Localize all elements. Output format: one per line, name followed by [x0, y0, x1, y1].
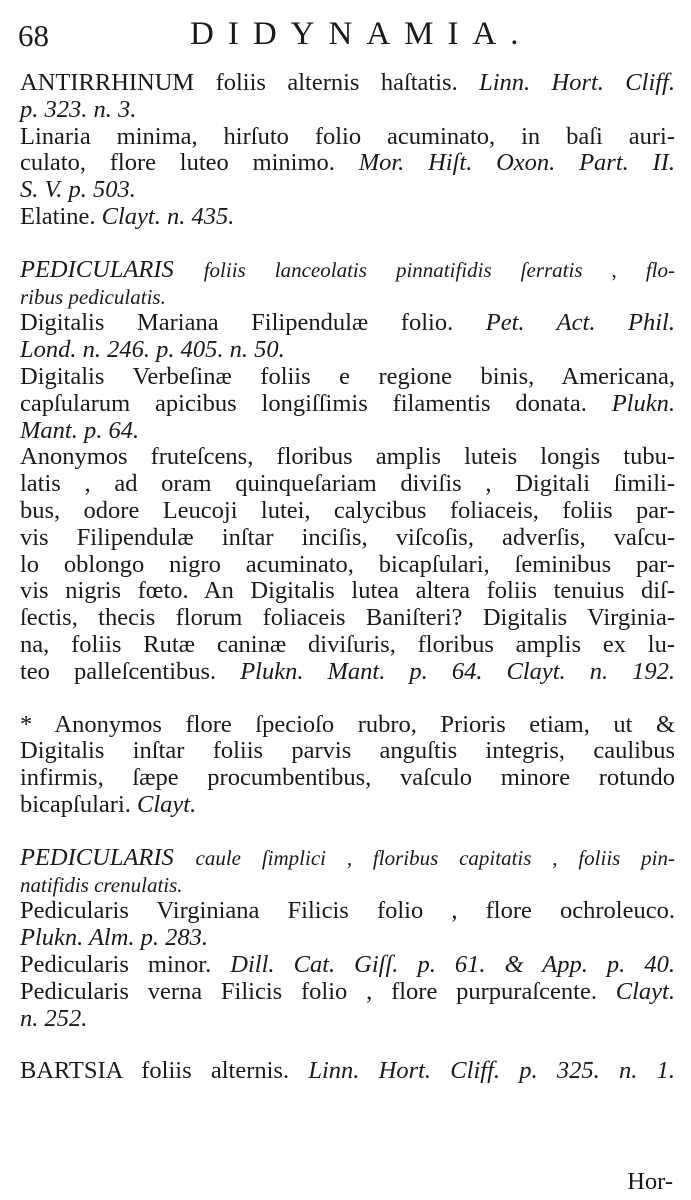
line-text: * Anonymos flore ſpecioſo rubro, Prioris etiam, ut &: [20, 710, 675, 738]
line-text: Pedicularis minor.: [20, 950, 212, 978]
line-text: Digitalis inſtar foliis parvis anguſtis integris, caulibus: [20, 737, 675, 765]
line-text: na, foliis Rutæ caninæ diviſuris, floribus amplis ex lu-: [20, 630, 675, 658]
botanical-entry: [20, 845, 675, 1033]
citation-text: Dill. Cat. Giſſ. p. 61. & App. p. 40.: [230, 950, 675, 978]
text-line: [20, 525, 675, 552]
text-line: [20, 552, 675, 579]
text-line: [20, 337, 675, 364]
text-line: [20, 898, 675, 925]
text-line: [20, 845, 675, 872]
line-text: vis nigris fœto. An Digitalis lutea altera foliis tenuius diſ-: [20, 577, 675, 605]
line-text: Pedicularis Virginiana Filicis folio , flore ochroleuco.: [20, 897, 675, 925]
catchword: Hor-: [627, 1168, 673, 1195]
botanical-entry: [20, 257, 675, 686]
text-line: [20, 97, 675, 124]
line-text: vis Filipendulæ inſtar inciſis, viſcoſis, adverſis, vaſcu-: [20, 523, 675, 551]
text-line: [20, 177, 675, 204]
text-line: [20, 418, 675, 445]
text-line: [20, 391, 675, 418]
citation-text: Lond. n. 246. p. 405. n. 50.: [20, 336, 285, 364]
text-line: [20, 605, 675, 632]
running-head: DIDYNAMIA.: [190, 16, 533, 52]
text-line: [20, 872, 675, 899]
text-line: [20, 310, 675, 337]
line-text: Pedicularis verna Filicis folio , flore purpuraſcente.: [20, 977, 597, 1005]
line-text: Elatine.: [20, 202, 96, 230]
text-line: [20, 792, 675, 819]
text-line: [20, 712, 675, 739]
text-line: [20, 444, 675, 471]
text-line: [20, 471, 675, 498]
text-line: [20, 257, 675, 284]
citation-text: Clayt.: [137, 790, 197, 818]
page-body: [20, 70, 675, 1111]
citation-text: Plukn.: [611, 389, 675, 417]
citation-text: n. 252.: [20, 1004, 88, 1032]
text-line: [20, 70, 675, 97]
botanical-entry: [20, 70, 675, 231]
text-line: [20, 578, 675, 605]
citation-text: Clayt. n. 435.: [101, 202, 235, 230]
botanical-entry: [20, 712, 675, 819]
text-line: [20, 498, 675, 525]
line-text: Digitalis Verbeſinæ foliis e regione binis, Americana,: [20, 362, 675, 390]
text-line: [20, 952, 675, 979]
text-line: [20, 659, 675, 686]
line-text: bicapſulari.: [20, 790, 131, 818]
citation-text: p. 323. n. 3.: [20, 95, 137, 123]
line-text: Anonymos fruteſcens, floribus amplis luteis longis tubu-: [20, 443, 675, 471]
citation-text: Pet. Act. Phil.: [485, 309, 675, 337]
page-header: [18, 14, 673, 60]
line-text: ſectis, thecis florum foliaceis Baniſteri? Digitalis Virginia-: [20, 604, 675, 632]
line-text: infirmis, ſæpe procumbentibus, vaſculo minore rotundo: [20, 764, 675, 792]
text-line: [20, 765, 675, 792]
line-text: bus, odore Leucoji lutei, calycibus foliaceis, foliis par-: [20, 496, 675, 524]
line-text: Digitalis Mariana Filipendulæ folio.: [20, 309, 454, 337]
genus-name: PEDICULARIS: [20, 843, 174, 871]
line-text: Linaria minima, hirſuto folio acuminato, in baſi auri-: [20, 122, 675, 150]
line-text: capſularum apicibus longiſſimis filamentis donata.: [20, 389, 587, 417]
citation-text: Mor. Hiſt. Oxon. Part. II.: [358, 149, 675, 177]
text-line: [20, 1058, 675, 1085]
citation-text: Mant. p. 64.: [20, 416, 140, 444]
text-line: [20, 284, 675, 311]
text-line: [20, 925, 675, 952]
line-text: lo oblongo nigro acuminato, bicapſulari, ſeminibus par-: [20, 550, 675, 578]
citation-text: Linn. Hort. Cliff. p. 325. n. 1.: [308, 1057, 675, 1085]
line-text: latis , ad oram quinqueſariam diviſis , Digitali ſimili-: [20, 470, 675, 498]
genus-name: PEDICULARIS: [20, 255, 174, 283]
text-line: [20, 738, 675, 765]
diagnosis-text: caule ſimplici , floribus capitatis , foliis pin-: [195, 845, 676, 870]
text-line: [20, 364, 675, 391]
citation-text: Clayt.: [615, 977, 675, 1005]
text-line: [20, 632, 675, 659]
diagnosis-text: natifidis crenulatis.: [20, 872, 183, 897]
citation-text: Linn. Hort. Cliff.: [479, 69, 675, 96]
line-text: culato, flore luteo minimo.: [20, 149, 335, 177]
line-text: ANTIRRHINUM foliis alternis haſtatis.: [20, 69, 458, 96]
text-line: [20, 979, 675, 1006]
citation-text: S. V. p. 503.: [20, 176, 136, 204]
diagnosis-text: ribus pediculatis.: [20, 284, 166, 309]
text-line: [20, 124, 675, 151]
text-line: [20, 204, 675, 231]
text-line: [20, 1006, 675, 1033]
page-number: 68: [18, 18, 49, 53]
diagnosis-text: foliis lanceolatis pinnatifidis ſerratis , flo-: [203, 257, 675, 282]
line-text: teo palleſcentibus.: [20, 657, 217, 685]
citation-text: Plukn. Alm. p. 283.: [20, 924, 209, 952]
line-text: BARTSIA foliis alternis.: [20, 1057, 290, 1085]
text-line: [20, 150, 675, 177]
citation-text: Plukn. Mant. p. 64. Clayt. n. 192.: [240, 657, 676, 685]
botanical-entry: [20, 1058, 675, 1085]
